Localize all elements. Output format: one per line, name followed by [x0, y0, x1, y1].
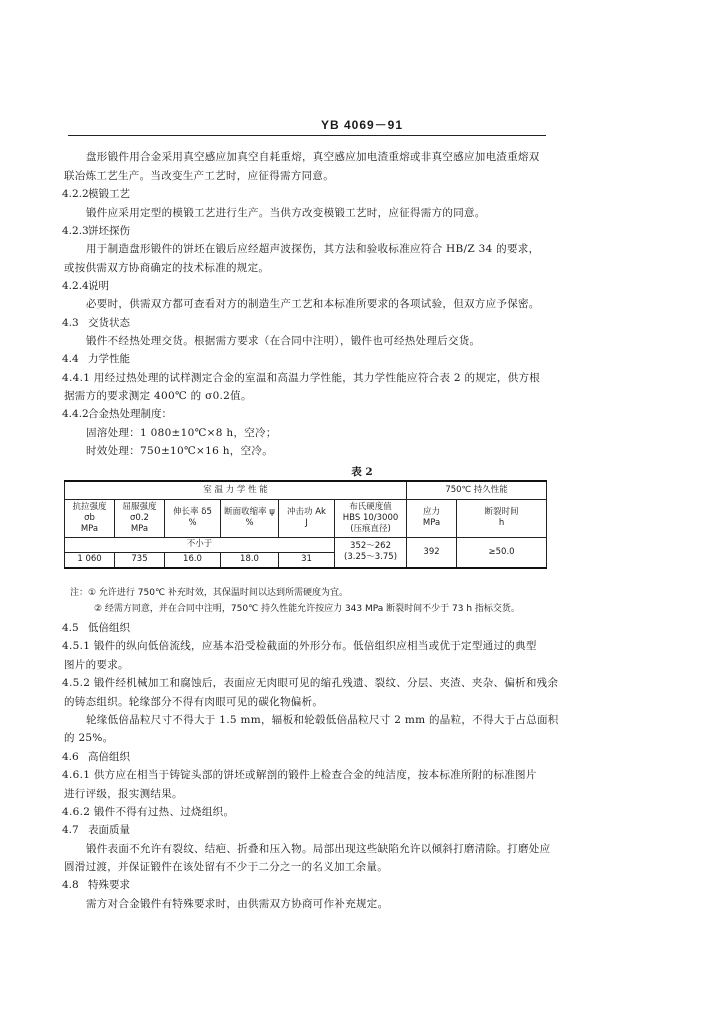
paragraph-line: 用于制造盘形锻件的饼坯在锻后应经超声波探伤，其方法和验收标准应符合 HB/Z 34 的要求， [86, 243, 540, 255]
paragraph-line: 4.6.2 锻件不得有过热、过烧组织。 [62, 806, 235, 818]
paragraph-line: 据需方的要求测定 400℃ 的 σ0.2值。 [64, 390, 252, 402]
section-title: 饼坯探伤 [88, 225, 130, 237]
column-header-tensile: 抗拉强度 σb MPa [65, 499, 115, 537]
header-rule [68, 135, 546, 136]
section-heading-4-6 [62, 750, 130, 764]
section-number: 4.4 [62, 353, 79, 365]
table-caption: 表 2 [351, 466, 373, 478]
paragraph-line: 4.5.1 锻件的纵向低倍流线，应基本沿受检截面的外形分布。低倍组织应相当或优于定型通过的典型 [62, 640, 537, 652]
mechanical-properties-table [64, 480, 547, 569]
section-number: 4.5 [62, 622, 79, 634]
section-heading-4-2-4 [62, 279, 109, 293]
column-header-stress: 应力 MPa [407, 499, 457, 537]
heat-treatment-aging: 时效处理：750±10℃×16 h，空冷。 [86, 445, 274, 457]
reduction-area-value: 18.0 [221, 552, 279, 568]
column-header-yield: 屈服强度 σ0.2 MPa [115, 499, 165, 537]
table-note-2: ② 经需方同意，并在合同中注明，750℃ 持久性能允许按应力 343 MPa 断裂时间不少于 73 h 指标交货。 [94, 604, 520, 614]
section-title: 说明 [88, 280, 109, 292]
section-heading-4-4 [62, 352, 130, 366]
paragraph-line: 图片的要求。 [64, 659, 129, 671]
section-number: 4.6 [62, 751, 79, 763]
section-heading-4-4-2 [62, 407, 172, 421]
group-header-750c: 750℃ 持久性能 [407, 481, 547, 499]
section-number: 4.2.3 [62, 225, 89, 237]
stress-value: 392 [407, 537, 457, 568]
heat-treatment-solution: 固溶处理：1 080±10℃×8 h，空冷； [86, 427, 277, 439]
section-number: 4.2.2 [62, 188, 89, 200]
standard-header: YB 4069－91 [320, 118, 404, 132]
elongation-value: 16.0 [165, 552, 221, 568]
paragraph-line: 或按供需双方协商确定的技术标准的规定。 [64, 262, 270, 274]
section-title: 特殊要求 [88, 879, 130, 891]
paragraph-line: 进行评级，报实测结果。 [64, 788, 183, 800]
section-title: 交货状态 [88, 317, 130, 329]
paragraph-line: 轮缘低倍晶粒尺寸不得大于 1.5 mm，辐板和轮毂低倍晶粒尺寸 2 mm 的晶粒，不得大于占总面积 [86, 714, 559, 726]
column-header-reduction-area: 断面收缩率 ψ % [221, 499, 279, 537]
rupture-time-value: ≥50.0 [457, 537, 547, 568]
paragraph-line: 4.6.1 供方应在相当于铸锭头部的饼坯或解剖的锻件上检查合金的纯洁度，按本标准所附的标准图片 [62, 769, 537, 781]
paragraph-line: 4.5.2 锻件经机械加工和腐蚀后，表面应无肉眼可见的缩孔残遗、裂纹、分层、夹渣、夹杂、偏析和残余 [62, 677, 559, 689]
tensile-value: 1 060 [65, 552, 115, 568]
section-title: 模锻工艺 [88, 188, 130, 200]
column-header-elongation: 伸长率 δ5 % [165, 499, 221, 537]
paragraph-line: 锻件表面不允许有裂纹、结疤、折叠和压入物。局部出现这些缺陷允许以倾斜打磨清除。打磨处应 [86, 843, 551, 855]
section-heading-4-5 [62, 621, 130, 635]
section-title: 低倍组织 [88, 622, 130, 634]
group-header-room-temp: 室 温 力 学 性 能 [65, 481, 407, 499]
section-heading-4-7 [62, 823, 130, 837]
column-header-hardness: 布氏硬度值 HBS 10/3000 (压痕直径) [335, 499, 407, 537]
section-title: 合金热处理制度： [88, 408, 172, 420]
paragraph-line: 圆滑过渡，并保证锻件在该处留有不少于二分之一的名义加工余量。 [64, 861, 388, 873]
paragraph-line: 的 25%。 [64, 732, 114, 744]
section-heading-4-2-2 [62, 187, 130, 201]
column-header-impact: 冲击功 Ak J [279, 499, 335, 537]
paragraph-line: 锻件应采用定型的模锻工艺进行生产。当供方改变模锻工艺时，应征得需方的同意。 [86, 207, 486, 219]
paragraph-line: 4.4.1 用经过热处理的试样测定合金的室温和高温力学性能，其力学性能应符合表 2 的规定，供方根 [62, 372, 541, 384]
table-note-1: 注：① 允许进行 750℃ 补充时效，其保温时间以达到所需硬度为宜。 [70, 588, 348, 598]
paragraph-line: 的铸态组织。轮缘部分不得有肉眼可见的碳化物偏析。 [64, 696, 324, 708]
yield-value: 735 [115, 552, 165, 568]
impact-value: 31 [279, 552, 335, 568]
paragraph-line: 需方对合金锻件有特殊要求时，由供需双方协商可作补充规定。 [86, 898, 389, 910]
paragraph-line: 盘形锻件用合金采用真空感应加真空自耗重熔，真空感应加电渣重熔或非真空感应加电渣重熔双 [86, 151, 540, 163]
section-heading-4-2-3 [62, 224, 130, 238]
hardness-value: 352～262 (3.25～3.75) [335, 537, 407, 568]
paragraph-line: 必要时，供需双方都可查看对方的制造生产工艺和本标准所要求的各项试验，但双方应予保密。 [86, 298, 540, 310]
section-heading-4-3 [62, 316, 130, 330]
section-title: 力学性能 [88, 353, 130, 365]
column-header-rupture-time: 断裂时间 h [457, 499, 547, 537]
section-title: 表面质量 [88, 824, 130, 836]
section-number: 4.4.2 [62, 408, 89, 420]
section-title: 高倍组织 [88, 751, 130, 763]
paragraph-line: 锻件不经热处理交货。根据需方要求（在合同中注明），锻件也可经热处理后交货。 [86, 335, 481, 347]
section-number: 4.3 [62, 317, 79, 329]
section-heading-4-8 [62, 878, 130, 892]
min-label: 不小于 [65, 537, 335, 552]
section-number: 4.8 [62, 879, 79, 891]
paragraph-line: 联冶炼工艺生产。当改变生产工艺时，应征得需方同意。 [64, 170, 334, 182]
section-number: 4.7 [62, 824, 79, 836]
section-number: 4.2.4 [62, 280, 89, 292]
